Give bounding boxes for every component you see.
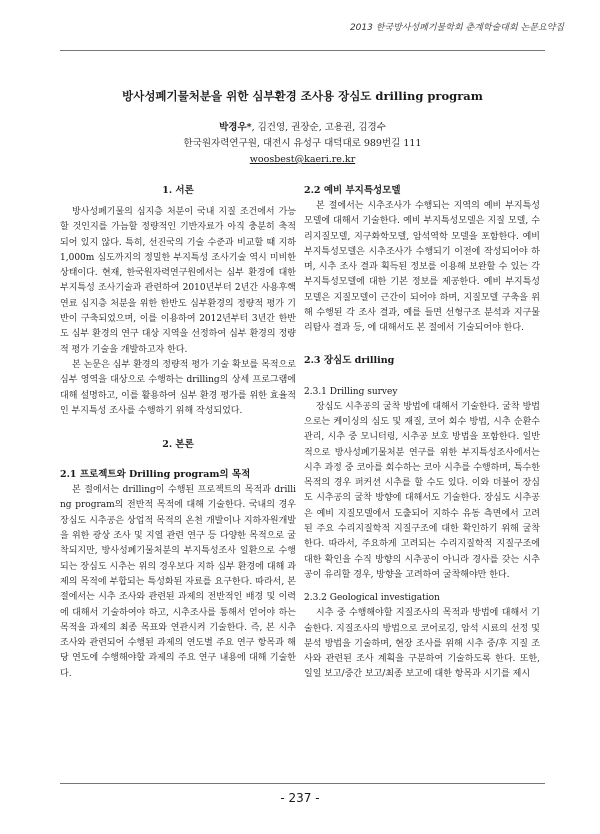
author-line [60, 120, 545, 136]
section-2-3-2-heading: 2.3.2 Geological investigation [304, 593, 440, 604]
affiliation: 한국원자력연구원, 대전시 유성구 대덕대로 989번길 111 [183, 138, 422, 149]
section-2-3-1-heading: 2.3.1 Drilling survey [304, 386, 398, 397]
section-1-paragraph-1: 방사성폐기물의 심지층 처분이 국내 지질 조건에서 가능할 것인지를 가늠할 정량적인 기반자료가 아직 충분히 축적되어 있지 않다. 특히, 선진국의 기술 수준과 비교할 때 지하 1,000m 심도까지의 정밀한 부지특성 조사기술 역시 미비한 상태이다. 현재, 한국원자력연구원에서는 심부 환경에 대한 부지특성 조사기술과 관련하여 2010년부터 2년간 사용후핵연료 심지층 처분을 위한 한반도 심부환경의 정량적 평가 기반이 구축되었으며, 이를 이용하여 2012년부터 3년간 한반도 심부 환경의 연구 대상 지역을 선정하여 심부 환경의 정량적 평가 기술을 개발하고자 한다. [60, 207, 296, 355]
section-1-paragraph-2: 본 논문은 심부 환경의 정량적 평가 기술 확보를 목적으로 심부 영역을 대상으로 수행하는 drilling의 상세 프로그램에 대해 설명하고, 이를 활용하여 심부 환경 평가를 위한 효율적인 부지특성 조사를 수행하기 위해 작성되었다. [60, 359, 296, 416]
co-authors: , 김건영, 권장순, 고용권, 김경수 [251, 122, 386, 133]
section-2-3-heading: 2.3 장심도 drilling [304, 354, 395, 366]
section-2-2-heading: 2.2 예비 부지특성모델 [304, 185, 401, 196]
conference-header: 2013 한국방사성폐기물학회 춘계학술대회 논문요약집 [349, 23, 564, 33]
paper-title: 방사성폐기물처분을 위한 심부환경 조사용 장심도 drilling program [122, 89, 483, 103]
email-line [60, 152, 545, 168]
author-block [60, 120, 545, 168]
section-2-3-1-paragraph: 장심도 시추공의 굴착 방법에 대해서 기술한다. 굴착 방법으로는 케이싱의 심도 및 재질, 코어 회수 방법, 시추 순환수 관리, 시추 중 모니터링, 시추공 보호 방법을 포함한다. 일반적으로 방사성폐기물처분 연구를 위한 부지특성조사에서는 시추 과정 중 코아를 회수하는 코아 시추를 수행하며, 특수한 목적의 경우 퍼커션 시추를 할 수도 있다. 이와 더불어 장심도 시추공의 굴착 방향에 대해서도 기술한다. 장심도 시추공은 예비 지질모델에서 도출되어 지하수 유동 측면에서 고려된 주요 수리지질학적 지질구조에 대한 확인하기 위해 굴착한다. 따라서, 주요하게 고려되는 수리지질학적 지질구조에 대한 확인을 수직 방향의 시추공이 아니라 경사를 갖는 시추공이 유리할 경우, 방향을 고려하여 굴착해야만 한다. [304, 401, 540, 580]
section-2-1-paragraph: 본 절에서는 drilling이 수행된 프로젝트의 목적과 drilling program의 전반적 목적에 대해 기술한다. 국내의 경우 장심도 시추공은 상업적 목적의 온천 개발이나 지하자원개발을 위한 광상 조사 및 지열 관련 연구 등 다양한 목적으로 굴착되지만, 방사성폐기물처분의 부지특성조사 일환으로 수행되는 장심도 시추는 위의 경우보다 지하 심부 환경에 대해 과제의 목적에 부합되는 특성화된 자료를 요구한다. 따라서, 본 절에서는 시추 조사와 관련된 과제의 전반적인 배경 및 이력에 대해서 기술하여야 하고, 시추조사를 통해서 얻어야 하는 목적을 과제의 최종 목표와 연관시켜 기술한다. 즉, 본 시추조사와 관련되어 수행된 과제의 연도별 주요 연구 항목과 해당 연도에 수행해야할 과제의 주요 연구 내용에 대해 기술한다. [60, 485, 296, 679]
corresponding-author: 박경우* [219, 122, 252, 133]
section-1-heading: 1. 서론 [162, 185, 194, 196]
section-2-3-2-paragraph: 시추 중 수행해야할 지질조사의 목적과 방법에 대해서 기술한다. 지질조사의 방법으로 코어로깅, 암석 시료의 선정 및 분석 방법을 기술하며, 현장 조사를 위해 시추 중/후 지질 조사와 관련된 조사 계획을 구분하여 기술하도록 한다. 또한, 일일 보고/중간 보고/최종 보고에 대한 항목과 시기를 제시 [304, 608, 540, 680]
right-column [304, 183, 540, 683]
author-email[interactable]: woosbest@kaeri.re.kr [249, 154, 356, 165]
footer-rule [60, 783, 545, 784]
header-rule [60, 50, 545, 51]
left-column [60, 183, 296, 682]
section-2-1-heading: 2.1 프로젝트와 Drilling program의 목적 [60, 469, 251, 481]
page-number: - 237 - [280, 791, 320, 805]
section-2-heading: 2. 본론 [162, 439, 194, 451]
section-2-2-paragraph: 본 절에서는 시추조사가 수행되는 지역의 예비 부지특성모델에 대해서 기술한다. 예비 부지특성모델은 지질 모델, 수리지질모델, 지구화학모델, 암석역학 모델을 포함한다. 예비 부지특성모델은 시추조사가 수행되기 이전에 작성되어야 하며, 시추 조사 결과 획득된 정보를 이용해 보완할 수 있는 각 부지특성모델에 대한 기본 정보를 제공한다. 예비 부지특성모델은 지질모델이 근간이 되어야 하며, 지질모델 구축을 위해 수행된 각 조사 결과, 예를 들면 선형구조 분석과 지구물리탐사 결과 등, 에 대해서도 본 절에서 기술되어야 한다. [304, 201, 540, 334]
